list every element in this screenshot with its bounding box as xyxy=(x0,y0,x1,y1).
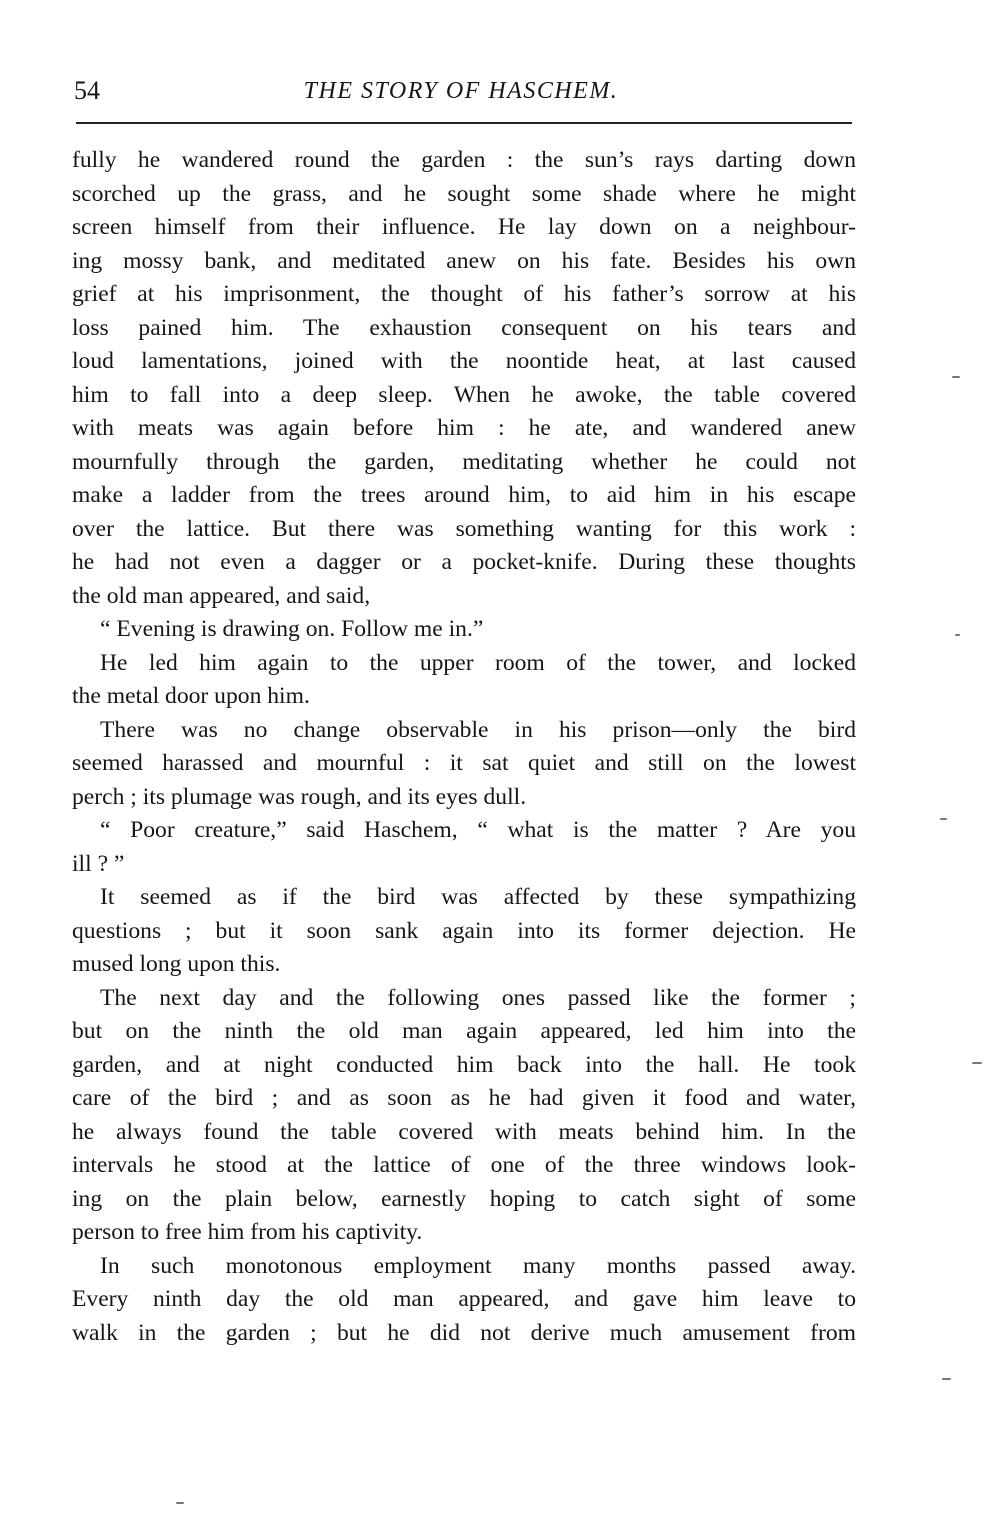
text-line: but on the ninth the old man again appeared, led him into the xyxy=(72,1018,856,1044)
text-line: “ Poor creature,” said Haschem, “ what is the matter ? Are you xyxy=(100,817,856,843)
text-line: seemed harassed and mournful : it sat quiet and still on the lowest xyxy=(72,750,856,776)
body-text xyxy=(72,144,856,1350)
page-header xyxy=(68,74,854,114)
text-line: It seemed as if the bird was affected by these sympathizing xyxy=(100,884,856,910)
text-line: mournfully through the garden, meditating whether he could not xyxy=(72,448,856,475)
page-number: 54 xyxy=(74,76,100,105)
header-rule xyxy=(76,122,852,124)
text-line: garden, and at night conducted him back into the hall. He took xyxy=(72,1051,856,1078)
text-line: Every ninth day the old man appeared, and gave him leave to xyxy=(72,1286,856,1312)
text-line: The next day and the following ones passed like the former ; xyxy=(100,984,856,1011)
scan-speck xyxy=(972,1062,982,1064)
scan-speck xyxy=(176,1502,184,1504)
text-line: scorched up the grass, and he sought some shade where he might xyxy=(72,180,856,207)
text-line: care of the bird ; and as soon as he had given it food and water, xyxy=(72,1085,856,1111)
scan-speck xyxy=(952,376,960,378)
text-line: fully he wandered round the garden : the sun’s rays darting down xyxy=(72,147,856,173)
text-line: There was no change observable in his prison—only the bird xyxy=(100,716,856,743)
text-line: intervals he stood at the lattice of one of the three windows look- xyxy=(72,1152,856,1178)
text-line: walk in the garden ; but he did not derive much amusement from xyxy=(72,1319,856,1346)
text-line: In such monotonous employment many months passed away. xyxy=(100,1252,856,1279)
text-line: person to free him from his captivity. xyxy=(72,1219,423,1245)
text-line: ill ? ” xyxy=(72,850,125,877)
text-line: “ Evening is drawing on. Follow me in.” xyxy=(100,616,484,642)
text-line: he always found the table covered with meats behind him. In the xyxy=(72,1118,856,1145)
scan-speck xyxy=(955,634,960,636)
text-line: loss pained him. The exhaustion consequent on his tears and xyxy=(72,314,856,341)
running-title: THE STORY OF HASCHEM. xyxy=(303,78,619,104)
text-line: perch ; its plumage was rough, and its eyes dull. xyxy=(72,783,527,810)
text-line: make a ladder from the trees around him, to aid him in his escape xyxy=(72,482,856,508)
text-line: He led him again to the upper room of the tower, and locked xyxy=(100,649,856,676)
text-line: mused long upon this. xyxy=(72,951,281,977)
text-line: him to fall into a deep sleep. When he awoke, the table covered xyxy=(72,381,856,408)
text-line: over the lattice. But there was something wanting for this work : xyxy=(72,515,856,542)
text-line: the metal door upon him. xyxy=(72,683,310,709)
scan-speck xyxy=(942,1378,951,1380)
text-line: screen himself from their influence. He lay down on a neighbour- xyxy=(72,214,856,240)
text-line: questions ; but it soon sank again into its former dejection. He xyxy=(72,917,856,944)
text-line: ing mossy bank, and meditated anew on his fate. Besides his own xyxy=(72,247,856,274)
text-line: grief at his imprisonment, the thought of his father’s sorrow at his xyxy=(72,281,856,307)
text-line: loud lamentations, joined with the noontide heat, at last caused xyxy=(72,348,856,374)
text-line: ing on the plain below, earnestly hoping to catch sight of some xyxy=(72,1185,856,1212)
text-line: with meats was again before him : he ate, and wandered anew xyxy=(72,415,856,441)
scan-speck xyxy=(940,818,947,820)
text-line: the old man appeared, and said, xyxy=(72,582,371,609)
text-line: he had not even a dagger or a pocket-knife. During these thoughts xyxy=(72,549,856,575)
